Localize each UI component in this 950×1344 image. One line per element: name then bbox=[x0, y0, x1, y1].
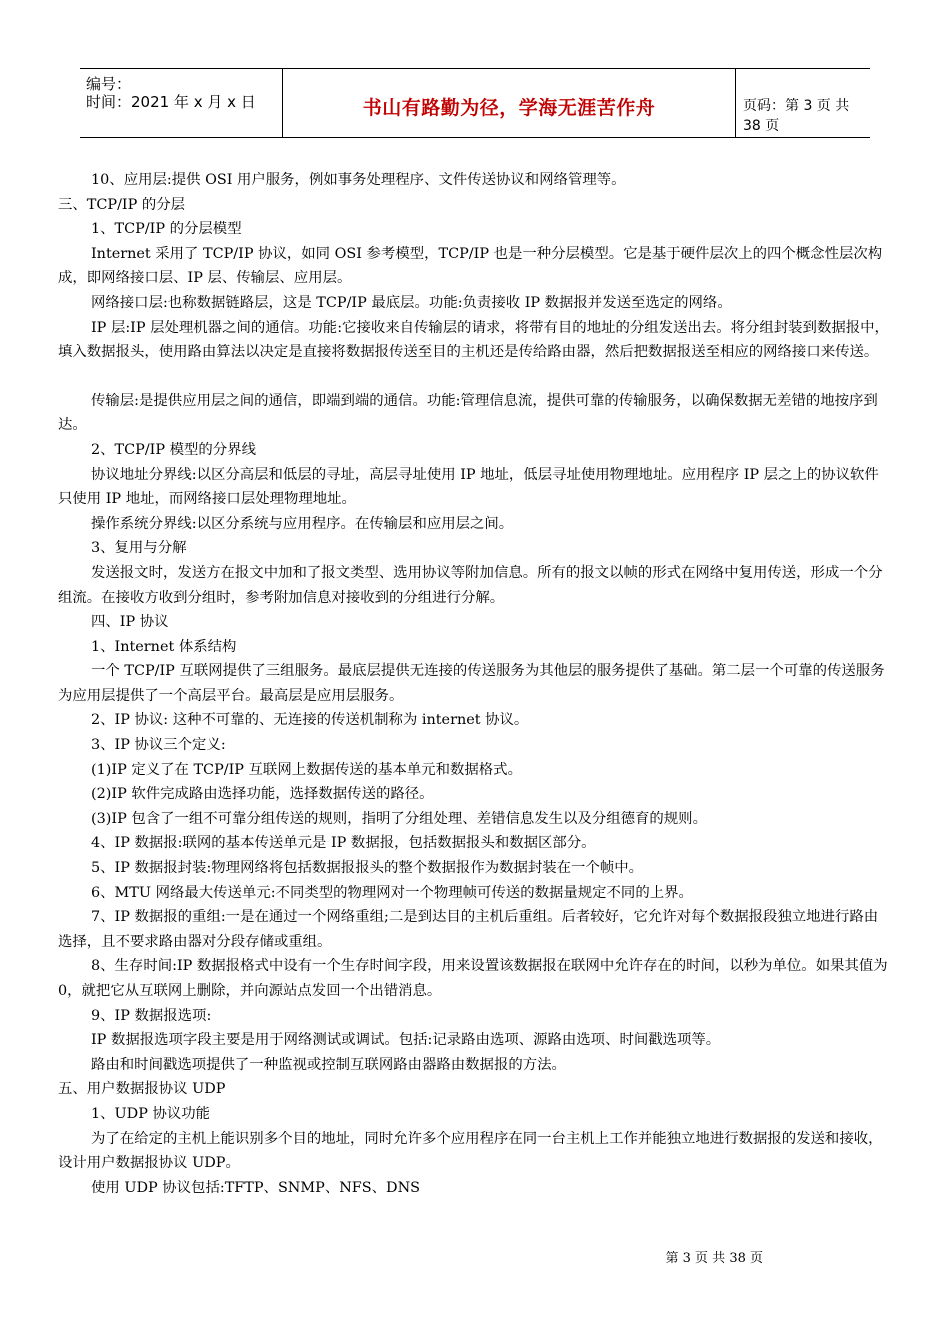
paragraph: 协议地址分界线:以区分高层和低层的寻址，高层寻址使用 IP 地址，低层寻址使用物理地址。应用程序 IP 层之上的协议软件只使用 IP 地址，而网络接口层处理物理地址。 bbox=[58, 466, 879, 508]
header-left-cell bbox=[80, 69, 282, 137]
paragraph: 为了在给定的主机上能识别多个目的地址，同时允许多个应用程序在同一台主机上工作并能独立地进行数据报的发送和接收，设计用户数据报协议 UDP。 bbox=[58, 1130, 883, 1172]
paragraph: Internet 采用了 TCP/IP 协议，如同 OSI 参考模型，TCP/IP 也是一种分层模型。它是基于硬件层次上的四个概念性层次构成，即网络接口层、IP 层、传输层、应用层。 bbox=[58, 245, 883, 287]
paragraph: 5、IP 数据报封装:物理网络将包括数据报报头的整个数据报作为数据封装在一个帧中。 bbox=[91, 860, 644, 877]
paragraph: 传输层:是提供应用层之间的通信，即端到端的通信。功能:管理信息流，提供可靠的传输服务，以确保数据无差错的地按序到达。 bbox=[58, 392, 878, 434]
paragraph: 路由和时间戳选项提供了一种监视或控制互联网路由器路由数据报的方法。 bbox=[91, 1056, 566, 1073]
paragraph: 操作系统分界线:以区分系统与应用程序。在传输层和应用层之间。 bbox=[91, 515, 514, 532]
paragraph: IP 数据报选项字段主要是用于网络测试或调试。包括:记录路由选项、源路由选项、时间戳选项等。 bbox=[91, 1032, 721, 1049]
paragraph: 10、应用层:提供 OSI 用户服务，例如事务处理程序、文件传送协议和网络管理等。 bbox=[91, 172, 626, 188]
paragraph: 3、IP 协议三个定义: bbox=[91, 737, 226, 754]
paragraph: 五、用户数据报协议 UDP bbox=[58, 1081, 226, 1098]
paragraph: 1、TCP/IP 的分层模型 bbox=[91, 221, 242, 238]
paragraph: 四、IP 协议 bbox=[91, 614, 169, 631]
paragraph: 使用 UDP 协议包括:TFTP、SNMP、NFS、DNS bbox=[91, 1179, 421, 1196]
page-footer: 第 3 页 共 38 页 bbox=[665, 1251, 763, 1266]
paragraph: 2、TCP/IP 模型的分界线 bbox=[91, 441, 256, 458]
paragraph: 网络接口层:也称数据链路层，这是 TCP/IP 最底层。功能:负责接收 IP 数据报并发送至选定的网络。 bbox=[91, 294, 732, 311]
paragraph: 2、IP 协议: 这种不可靠的、无连接的传送机制称为 internet 协议。 bbox=[91, 712, 529, 729]
header-page-cell bbox=[735, 69, 870, 137]
paragraph: 一个 TCP/IP 互联网提供了三组服务。最底层提供无连接的传送服务为其他层的服务提供了基础。第二层一个可靠的传送服务为应用层提供了一个高层平台。最高层是应用层服务。 bbox=[58, 663, 885, 704]
paragraph: 3、复用与分解 bbox=[91, 540, 187, 557]
paragraph: 1、UDP 协议功能 bbox=[91, 1105, 211, 1122]
document-number-label: 编号： bbox=[86, 75, 132, 93]
paragraph: (3)IP 包含了一组不可靠分组传送的规则，指明了分组处理、差错信息发生以及分组德育的规则。 bbox=[91, 810, 707, 827]
header-motto-cell bbox=[282, 69, 736, 137]
paragraph: 发送报文时，发送方在报文中加和了报文类型、选用协议等附加信息。所有的报文以帧的形式在网络中复用传送，形成一个分组流。在接收方收到分组时，参考附加信息对接收到的分组进行分解。 bbox=[58, 564, 883, 606]
paragraph: 6、MTU 网络最大传送单元:不同类型的物理网对一个物理帧可传送的数据量规定不同的上界。 bbox=[91, 884, 693, 901]
header-page-info: 页码：第 3 页 共 38 页 bbox=[743, 98, 850, 134]
paragraph-spacer bbox=[58, 365, 892, 389]
document-time-label: 时间：2021 年 x 月 x 日 bbox=[86, 93, 256, 111]
paragraph: 1、Internet 体系结构 bbox=[91, 638, 237, 655]
header-motto: 书山有路勤为径，学海无涯苦作舟 bbox=[362, 97, 656, 119]
page-header bbox=[80, 68, 870, 138]
document-body bbox=[58, 168, 892, 1200]
paragraph: (2)IP 软件完成路由选择功能，选择数据传送的路径。 bbox=[91, 786, 434, 803]
paragraph: 7、IP 数据报的重组:一是在通过一个网络重组;二是到达目的主机后重组。后者较好，它允许对每个数据报段独立地进行路由选择，且不要求路由器对分段存储或重组。 bbox=[58, 909, 879, 950]
paragraph: 9、IP 数据报选项: bbox=[91, 1007, 212, 1024]
paragraph: 三、TCP/IP 的分层 bbox=[58, 196, 186, 213]
paragraph: 8、生存时间:IP 数据报格式中设有一个生存时间字段，用来设置该数据报在联网中允许存在的时间，以秒为单位。如果其值为 0，就把它从互联网上删除，并向源站点发回一个出错消息。 bbox=[58, 958, 888, 999]
paragraph: IP 层:IP 层处理机器之间的通信。功能:它接收来自传输层的请求，将带有目的地址的分组发送出去。将分组封装到数据报中，填入数据报头，使用路由算法以决定是直接将数据报传送至目的主机还是传给路由器，然后把数据报送至相应的网络接口来传送。 bbox=[58, 319, 889, 361]
paragraph: (1)IP 定义了在 TCP/IP 互联网上数据传送的基本单元和数据格式。 bbox=[91, 761, 522, 778]
paragraph: 4、IP 数据报:联网的基本传送单元是 IP 数据报，包括数据报头和数据区部分。 bbox=[91, 835, 596, 852]
